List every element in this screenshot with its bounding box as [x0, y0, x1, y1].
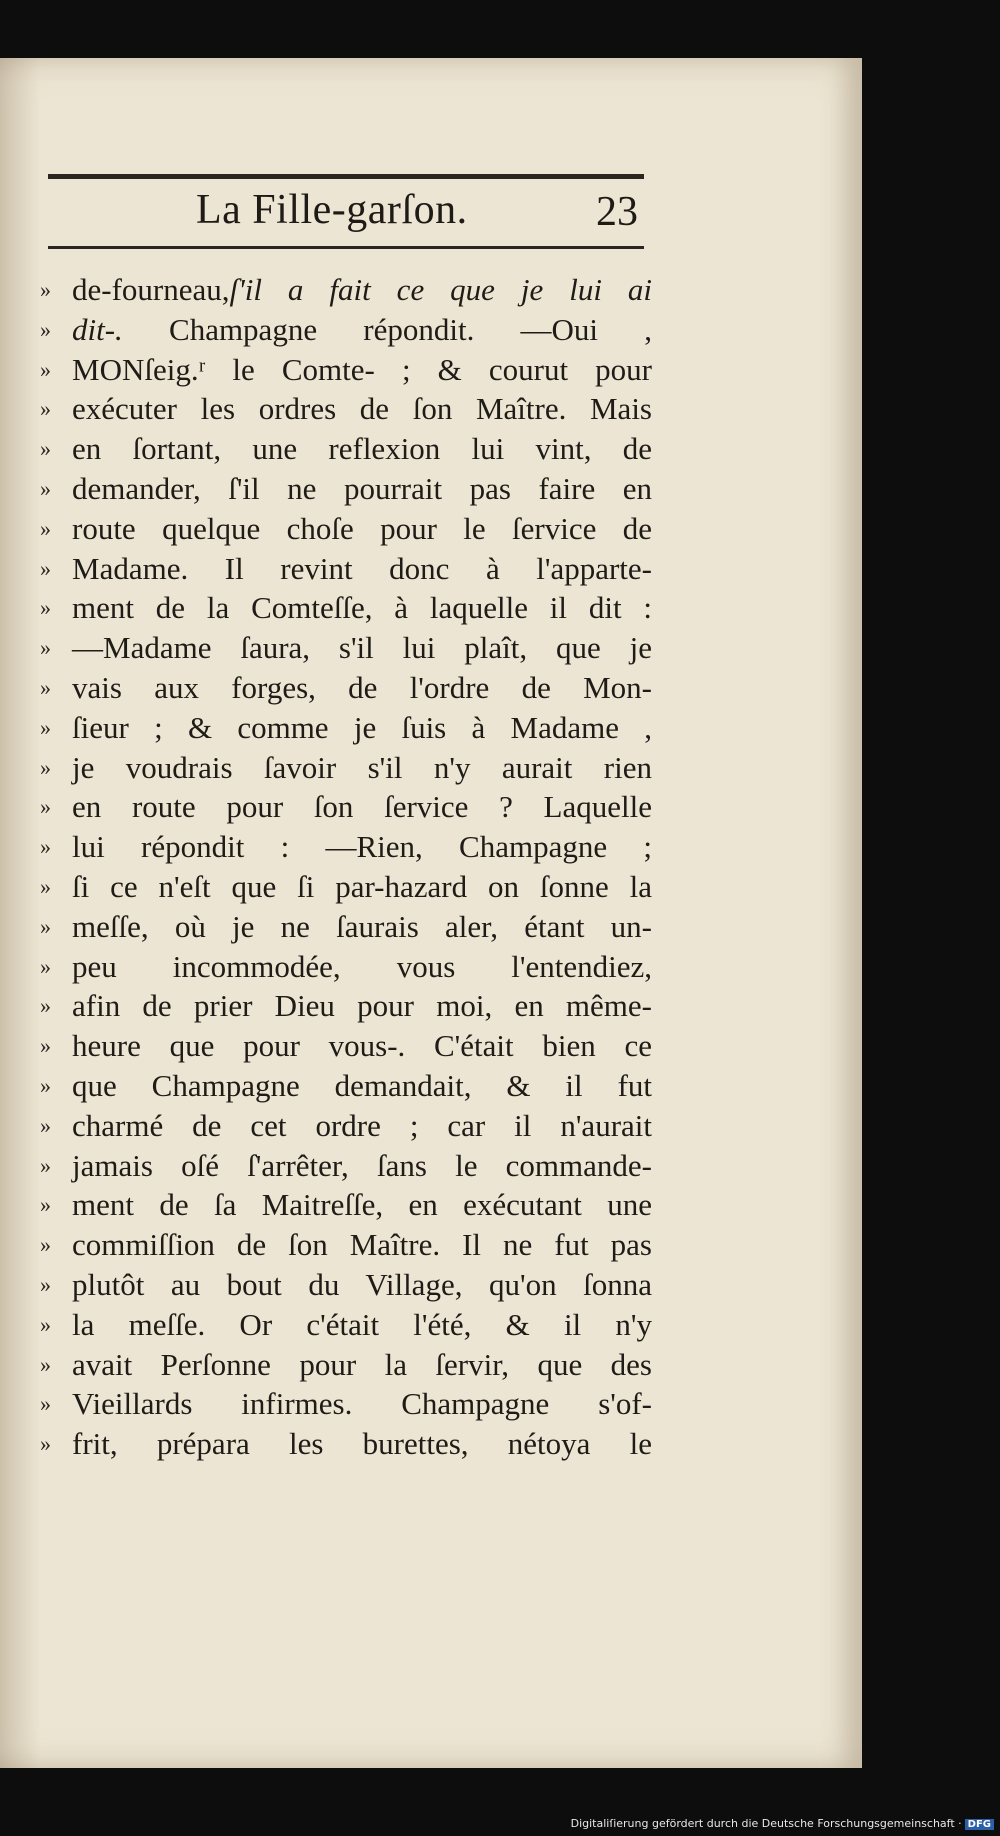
quotation-mark: »: [40, 1271, 51, 1297]
line-text: [72, 1066, 652, 1106]
quotation-mark: »: [40, 635, 51, 661]
text-line: [40, 549, 652, 589]
text-line: [40, 787, 652, 827]
quotation-mark: »: [40, 316, 51, 342]
roman-span: MONſeig.ʳ le Comte- ; & courut pour: [72, 351, 652, 387]
roman-span: en route pour ſon ſervice ? Laquelle: [72, 789, 652, 825]
roman-span: peu incommodée, vous l'entendiez,: [72, 948, 652, 984]
roman-span: que Champagne demandait, & il fut: [72, 1067, 652, 1103]
line-text: [72, 1384, 652, 1424]
text-line: [40, 469, 652, 509]
quotation-mark: »: [40, 674, 51, 700]
body-text: [40, 270, 652, 1464]
quotation-mark: »: [40, 555, 51, 581]
line-text: [72, 1345, 652, 1385]
dfg-logo: DFG: [965, 1819, 994, 1830]
line-text: [72, 787, 652, 827]
roman-span: avait Perſonne pour la ſervir, que des: [72, 1346, 652, 1382]
roman-span: ſi ce n'eſt que ſi par-hazard on ſonne la: [72, 868, 652, 904]
quotation-mark: »: [40, 595, 51, 621]
quotation-mark: »: [40, 1033, 51, 1059]
quotation-mark: »: [40, 515, 51, 541]
line-text: [72, 1424, 652, 1464]
line-text: [72, 867, 652, 907]
italic-span: ſ'il a fait ce que je lui ai: [229, 272, 652, 307]
text-line: [40, 588, 652, 628]
roman-span: jamais oſé ſ'arrêter, ſans le commande-: [72, 1147, 652, 1183]
line-text: [72, 270, 652, 310]
quotation-mark: »: [40, 1351, 51, 1377]
quotation-mark: »: [40, 953, 51, 979]
line-text: [72, 509, 652, 549]
quotation-mark: »: [40, 993, 51, 1019]
quotation-mark: »: [40, 1152, 51, 1178]
text-line: [40, 827, 652, 867]
roman-span: ment de la Comteſſe, à laquelle il dit :: [72, 590, 652, 626]
text-line: [40, 1106, 652, 1146]
roman-span: frit, prépara les burettes, nétoya le: [72, 1426, 652, 1462]
text-line: [40, 708, 652, 748]
header-rule-bottom: [48, 246, 644, 249]
roman-span: meſſe, où je ne ſaurais aler, étant un-: [72, 908, 652, 944]
text-line: [40, 1345, 652, 1385]
text-line: [40, 1384, 652, 1424]
line-text: [72, 549, 652, 589]
roman-span: demander, ſ'il ne pourrait pas faire en: [72, 470, 652, 506]
text-line: [40, 1305, 652, 1345]
line-text: [72, 1026, 652, 1066]
roman-span: afin de prier Dieu pour moi, en même-: [72, 988, 652, 1024]
quotation-mark: »: [40, 475, 51, 501]
roman-span: exécuter les ordres de ſon Maître. Mais: [72, 391, 652, 427]
roman-span: Champagne répondit. —Oui ,: [122, 311, 652, 347]
text-line: [40, 350, 652, 390]
text-line: [40, 1066, 652, 1106]
line-text: [72, 310, 652, 350]
roman-span: de-fourneau,: [72, 272, 230, 307]
quotation-mark: »: [40, 714, 51, 740]
line-text: [72, 429, 652, 469]
line-text: [72, 748, 652, 788]
line-text: [72, 827, 652, 867]
italic-span: dit-.: [72, 311, 123, 347]
quotation-mark: »: [40, 396, 51, 422]
quotation-mark: »: [40, 1192, 51, 1218]
page-number: 23: [596, 189, 638, 235]
text-line: [40, 509, 652, 549]
quotation-mark: »: [40, 1112, 51, 1138]
line-text: [72, 588, 652, 628]
roman-span: heure que pour vous-. C'était bien ce: [72, 1028, 652, 1064]
roman-span: plutôt au bout du Village, qu'on ſonna: [72, 1266, 652, 1302]
roman-span: ment de ſa Maitreſſe, en exécutant une: [72, 1187, 652, 1223]
quotation-mark: »: [40, 873, 51, 899]
line-text: [72, 1265, 652, 1305]
line-text: [72, 350, 652, 390]
text-line: [40, 1146, 652, 1186]
text-line: [40, 628, 652, 668]
quotation-mark: »: [40, 436, 51, 462]
digitization-credit: [571, 1817, 994, 1830]
quotation-mark: »: [40, 834, 51, 860]
quotation-mark: »: [40, 356, 51, 382]
quotation-mark: »: [40, 277, 51, 302]
roman-span: la meſſe. Or c'était l'été, & il n'y: [72, 1306, 652, 1342]
line-text: [72, 1305, 652, 1345]
running-header: [48, 184, 644, 242]
line-text: [72, 389, 652, 429]
quotation-mark: »: [40, 754, 51, 780]
roman-span: lui répondit : —Rien, Champagne ;: [72, 829, 652, 865]
roman-span: vais aux forges, de l'ordre de Mon-: [72, 669, 652, 705]
text-line: [40, 1265, 652, 1305]
roman-span: —Madame ſaura, s'il lui plaît, que je: [72, 630, 652, 666]
line-text: [72, 628, 652, 668]
line-text: [72, 1106, 652, 1146]
roman-span: en ſortant, une reflexion lui vint, de: [72, 431, 652, 467]
quotation-mark: »: [40, 1311, 51, 1337]
text-line: [40, 907, 652, 947]
roman-span: charmé de cet ordre ; car il n'aurait: [72, 1107, 652, 1143]
roman-span: ſieur ; & comme je ſuis à Madame ,: [72, 709, 652, 745]
text-line: [40, 867, 652, 907]
quotation-mark: »: [40, 1232, 51, 1258]
running-title: La Fille-garſon.: [196, 187, 468, 233]
line-text: [72, 947, 652, 987]
quotation-mark: »: [40, 913, 51, 939]
text-line: [40, 1225, 652, 1265]
quotation-mark: »: [40, 1072, 51, 1098]
text-line: [40, 270, 652, 310]
line-text: [72, 469, 652, 509]
text-line: [40, 310, 652, 350]
text-line: [40, 748, 652, 788]
text-line: [40, 986, 652, 1026]
quotation-mark: »: [40, 1391, 51, 1417]
line-text: [72, 668, 652, 708]
line-text: [72, 986, 652, 1026]
text-line: [40, 389, 652, 429]
text-line: [40, 1185, 652, 1225]
text-line: [40, 947, 652, 987]
text-line: [40, 668, 652, 708]
roman-span: route quelque choſe pour le ſervice de: [72, 510, 652, 546]
roman-span: commiſſion de ſon Maître. Il ne fut pas: [72, 1227, 652, 1263]
book-page: [0, 58, 862, 1768]
text-line: [40, 1424, 652, 1464]
text-line: [40, 1026, 652, 1066]
roman-span: je voudrais ſavoir s'il n'y aurait rien: [72, 749, 652, 785]
line-text: [72, 1146, 652, 1186]
line-text: [72, 1185, 652, 1225]
text-line: [40, 429, 652, 469]
header-rule-top: [48, 174, 644, 179]
line-text: [72, 708, 652, 748]
quotation-mark: »: [40, 794, 51, 820]
line-text: [72, 1225, 652, 1265]
quotation-mark: »: [40, 1431, 51, 1457]
roman-span: Madame. Il revint donc à l'apparte-: [72, 550, 652, 586]
roman-span: Vieillards infirmes. Champagne s'of-: [72, 1386, 652, 1422]
credit-text: Digitaliſierung gefördert durch die Deutsche Forschungsgemeinschaft ·: [570, 1817, 962, 1830]
line-text: [72, 907, 652, 947]
